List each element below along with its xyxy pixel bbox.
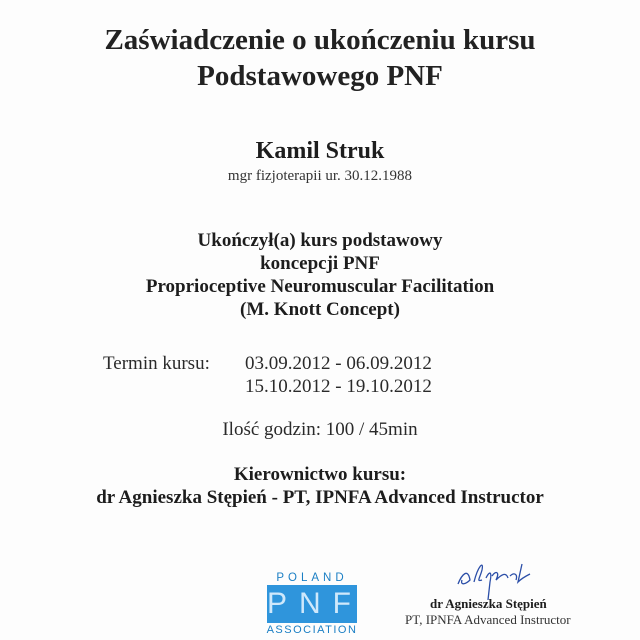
term-date-1: 03.09.2012 - 06.09.2012 [245,353,432,374]
poland-pnf-association-logo [265,572,363,640]
course-line4: (M. Knott Concept) [240,299,400,320]
logo-bottom-text: ASSOCIATION [266,624,358,636]
course-line3: Proprioceptive Neuromuscular Facilitation [145,276,495,297]
logo-middle-text: PNF [267,585,357,623]
course-line1: Ukończył(a) kurs podstawowy [197,230,443,251]
term-date-2: 15.10.2012 - 19.10.2012 [245,376,432,397]
signatory-title: PT, IPNFA Advanced Instructor [405,612,571,627]
recipient-name: Kamil Struk [255,138,385,164]
direction-name: dr Agnieszka Stępień - PT, IPNFA Advanced Instructor [96,487,544,508]
logo-top-text: POLAND [276,572,348,584]
handwritten-signature [452,556,542,600]
certificate-title-line2: Podstawowego PNF [197,60,443,92]
term-label: Termin kursu: [103,353,210,374]
recipient-details: mgr fizjoterapii ur. 30.12.1988 [227,168,413,184]
signatory-name: dr Agnieszka Stępień [430,596,547,611]
certificate-title-line1: Zaświadczenie o ukończeniu kursu [104,24,536,56]
course-line2: koncepcji PNF [260,253,380,274]
direction-label: Kierownictwo kursu: [233,464,407,485]
hours: Ilość godzin: 100 / 45min [222,419,418,440]
